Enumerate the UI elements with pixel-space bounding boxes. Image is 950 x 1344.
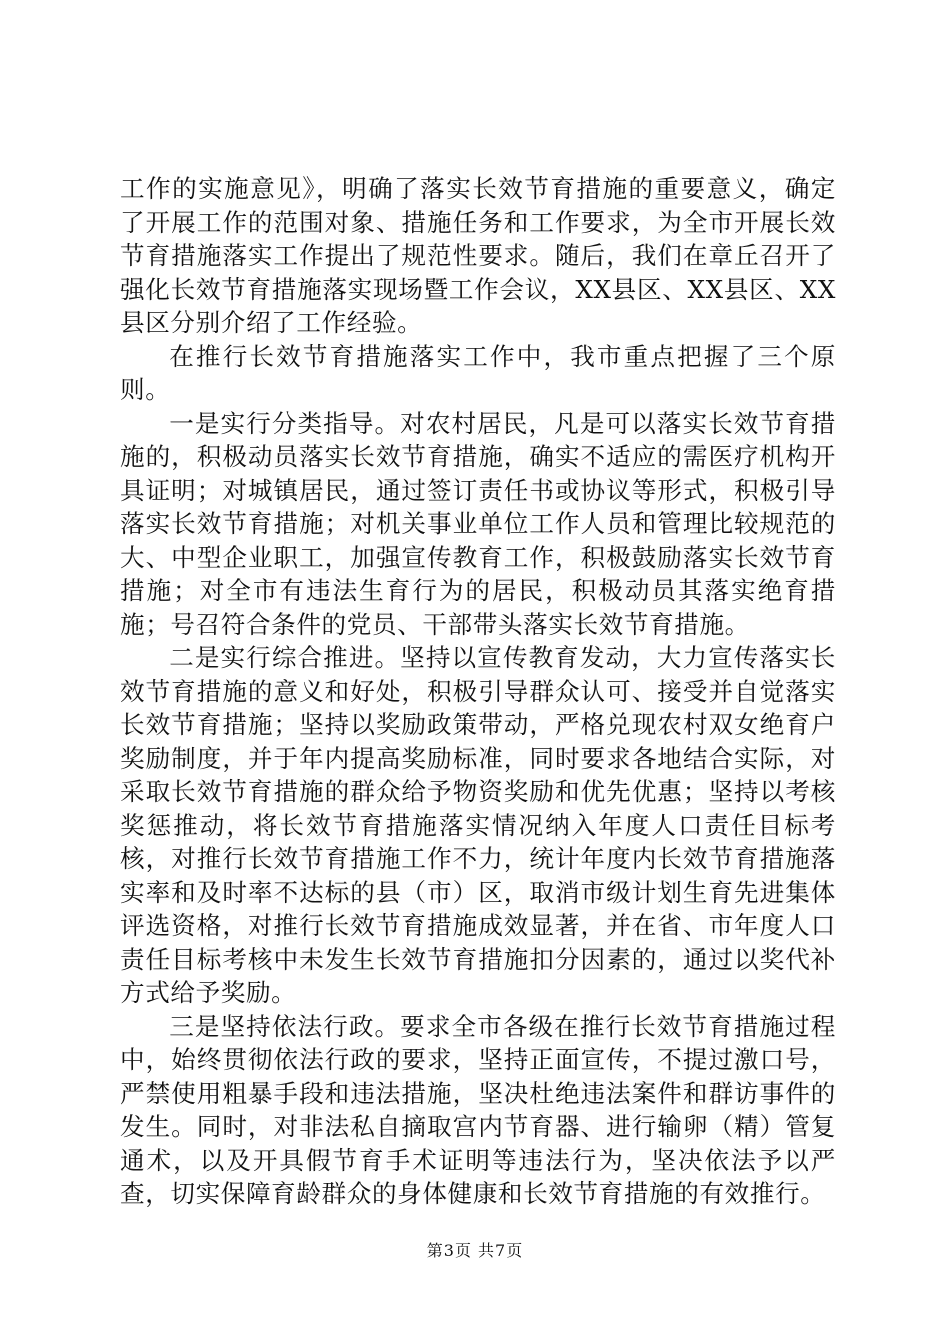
- document-body: [120, 172, 836, 1211]
- paragraph-principles-intro: 在推行长效节育措施落实工作中，我市重点把握了三个原则。: [120, 341, 836, 404]
- paragraph-continuation: 工作的实施意见》，明确了落实长效节育措施的重要意义，确定了开展工作的范围对象、措施任务和工作要求，为全市开展长效节育措施落实工作提出了规范性要求。随后，我们在章丘召开了强化长效节育措施落实现场暨工作会议，XX县区、XX县区、XX县区分别介绍了工作经验。: [120, 174, 836, 337]
- paragraph-principle-three: 三是坚持依法行政。要求全市各级在推行长效节育措施过程中，始终贯彻依法行政的要求，坚持正面宣传，不提过激口号，严禁使用粗暴手段和违法措施，坚决杜绝违法案件和群访事件的发生。同时，对非法私自摘取宫内节育器、进行输卵（精）管复通术，以及开具假节育手术证明等违法行为，坚决依法予以严查，切实保障育龄群众的身体健康和长效节育措施的有效推行。: [120, 1011, 836, 1208]
- paragraph-principle-two: 二是实行综合推进。坚持以宣传教育发动，大力宣传落实长效节育措施的意义和好处，积极引导群众认可、接受并自觉落实长效节育措施；坚持以奖励政策带动，严格兑现农村双女绝育户奖励制度，并于年内提高奖励标准，同时要求各地结合实际，对采取长效节育措施的群众给予物资奖励和优先优惠；坚持以考核奖惩推动，将长效节育措施落实情况纳入年度人口责任目标考核，对推行长效节育措施工作不力，统计年度内长效节育措施落实率和及时率不达标的县（市）区，取消市级计划生育先进集体评选资格，对推行长效节育措施成效显著，并在省、市年度人口责任目标考核中未发生长效节育措施扣分因素的，通过以奖代补方式给予奖励。: [120, 643, 836, 1007]
- paragraph-principle-one: 一是实行分类指导。对农村居民，凡是可以落实长效节育措施的，积极动员落实长效节育措施，确实不适应的需医疗机构开具证明；对城镇居民，通过签订责任书或协议等形式，积极引导落实长效节育措施；对机关事业单位工作人员和管理比较规范的大、中型企业职工，加强宣传教育工作，积极鼓励落实长效节育措施；对全市有违法生育行为的居民，积极动员其落实绝育措施；号召符合条件的党员、干部带头落实长效节育措施。: [120, 408, 836, 639]
- page-footer: 第3页 共7页: [426, 1241, 524, 1260]
